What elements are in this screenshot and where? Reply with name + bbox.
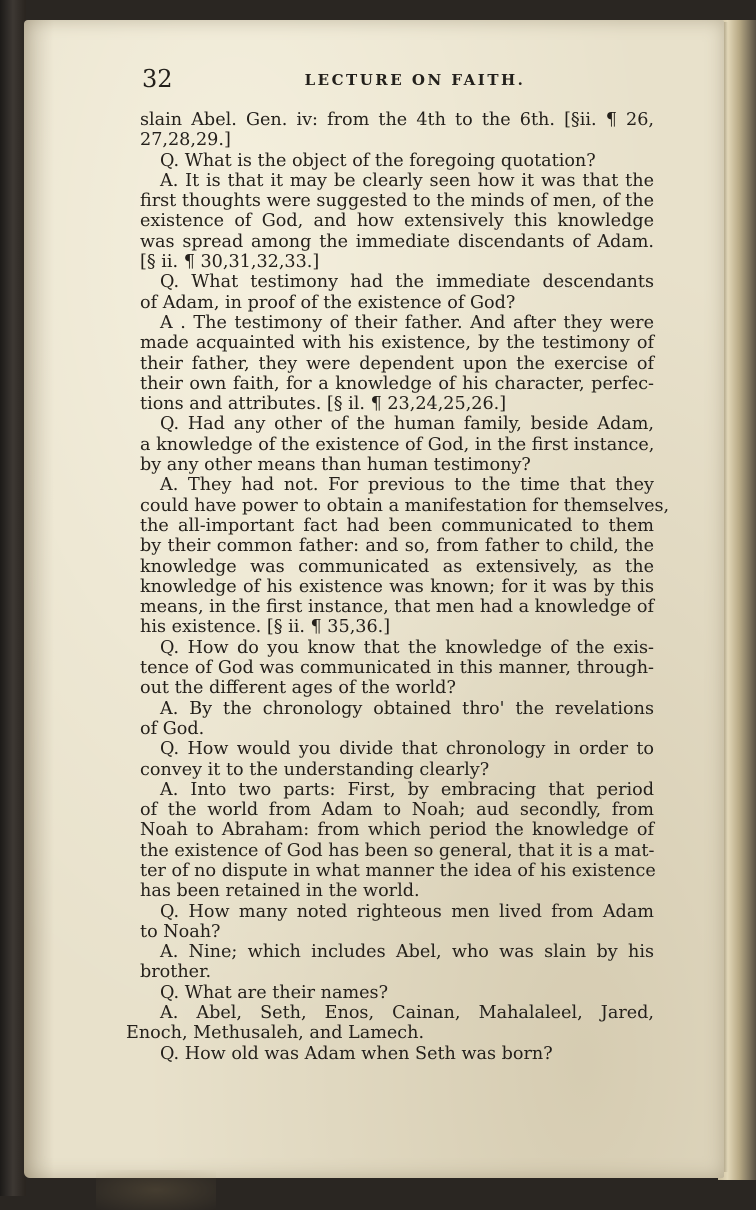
text-line: has been retained in the world. bbox=[140, 881, 420, 902]
text-line: A. Into two parts: First, by embracing that period bbox=[160, 779, 654, 800]
text-line: Q. What are their names? bbox=[160, 982, 389, 1003]
text-line: Q. What testimony had the immediate descendants bbox=[160, 272, 654, 293]
text-line: his existence. [§ ii. ¶ 35,36.] bbox=[140, 617, 391, 638]
text-line: A. They had not. For previous to the time that they bbox=[160, 475, 654, 496]
text-line: A. Nine; which includes Abel, who was slain by his bbox=[160, 942, 654, 963]
paper-stain bbox=[96, 1170, 216, 1210]
page-number: 32 bbox=[142, 65, 173, 93]
text-line: a knowledge of the existence of God, in the first instance, bbox=[140, 434, 655, 455]
text-line: by their common father: and so, from father to child, the bbox=[140, 536, 654, 557]
text-line: A. Abel, Seth, Enos, Cainan, Mahalaleel, Jared, bbox=[160, 1003, 654, 1024]
text-line: A. It is that it may be clearly seen how it was that the bbox=[160, 170, 654, 191]
text-line: first thoughts were suggested to the minds of men, of the bbox=[140, 191, 654, 212]
text-line: the existence of God has been so general, that it is a mat- bbox=[140, 840, 655, 861]
text-line: out the different ages of the world? bbox=[140, 678, 456, 699]
text-line: Q. Had any other of the human family, beside Adam, bbox=[160, 414, 654, 435]
text-line: of Adam, in proof of the existence of God? bbox=[140, 292, 516, 313]
text-line: was spread among the immediate discendants of Adam. bbox=[140, 231, 654, 252]
page-body-text bbox=[126, 110, 670, 1064]
text-line: to Noah? bbox=[140, 921, 221, 942]
page-header bbox=[137, 62, 653, 98]
text-line: convey it to the understanding clearly? bbox=[140, 759, 490, 780]
text-line: Q. How many noted righteous men lived from Adam bbox=[160, 901, 654, 922]
text-line: tions and attributes. [§ il. ¶ 23,24,25,26.] bbox=[140, 394, 507, 415]
text-line: means, in the first instance, that men had a knowledge of bbox=[140, 597, 654, 618]
text-line: knowledge was communicated as extensively, as the bbox=[140, 556, 654, 577]
text-line: 27,28,29.] bbox=[140, 130, 231, 151]
text-line: A . The testimony of their father. And after they were bbox=[160, 312, 654, 333]
text-line: Enoch, Methusaleh, and Lamech. bbox=[126, 1023, 425, 1044]
running-title: LECTURE ON FAITH. bbox=[304, 71, 526, 89]
text-line: of the world from Adam to Noah; aud secondly, from bbox=[140, 800, 654, 821]
book-binding bbox=[0, 0, 26, 1196]
text-line: Q. How would you divide that chronology in order to bbox=[160, 739, 654, 760]
text-line: Q. How do you know that the knowledge of the exis- bbox=[160, 637, 654, 658]
text-line: Q. What is the object of the foregoing quotation? bbox=[160, 150, 596, 171]
text-line: Q. How old was Adam when Seth was born? bbox=[160, 1043, 553, 1064]
text-line: A. By the chronology obtained thro' the revelations bbox=[160, 698, 654, 719]
text-line: their own faith, for a knowledge of his character, perfec- bbox=[140, 373, 654, 394]
text-line: made acquainted with his existence, by the testimony of bbox=[140, 333, 654, 354]
text-line: the all-important fact had been communicated to them bbox=[140, 515, 654, 536]
text-line: knowledge of his existence was known; for it was by this bbox=[140, 576, 654, 597]
text-line: their father, they were dependent upon the exercise of bbox=[140, 353, 654, 374]
text-line: tence of God was communicated in this manner, through- bbox=[140, 658, 654, 679]
text-line: could have power to obtain a manifestation for themselves, bbox=[140, 495, 670, 516]
text-line: [§ ii. ¶ 30,31,32,33.] bbox=[140, 252, 320, 273]
text-line: by any other means than human testimony? bbox=[140, 455, 531, 476]
text-line: slain Abel. Gen. iv: from the 4th to the 6th. [§ii. ¶ 26, bbox=[140, 110, 654, 130]
text-line: brother. bbox=[140, 962, 212, 983]
text-line: Noah to Abraham: from which period the knowledge of bbox=[140, 820, 654, 841]
text-line: of God. bbox=[140, 718, 205, 739]
text-line: ter of no dispute in what manner the idea of his existence bbox=[140, 860, 656, 881]
text-line: existence of God, and how extensively this knowledge bbox=[140, 211, 654, 232]
